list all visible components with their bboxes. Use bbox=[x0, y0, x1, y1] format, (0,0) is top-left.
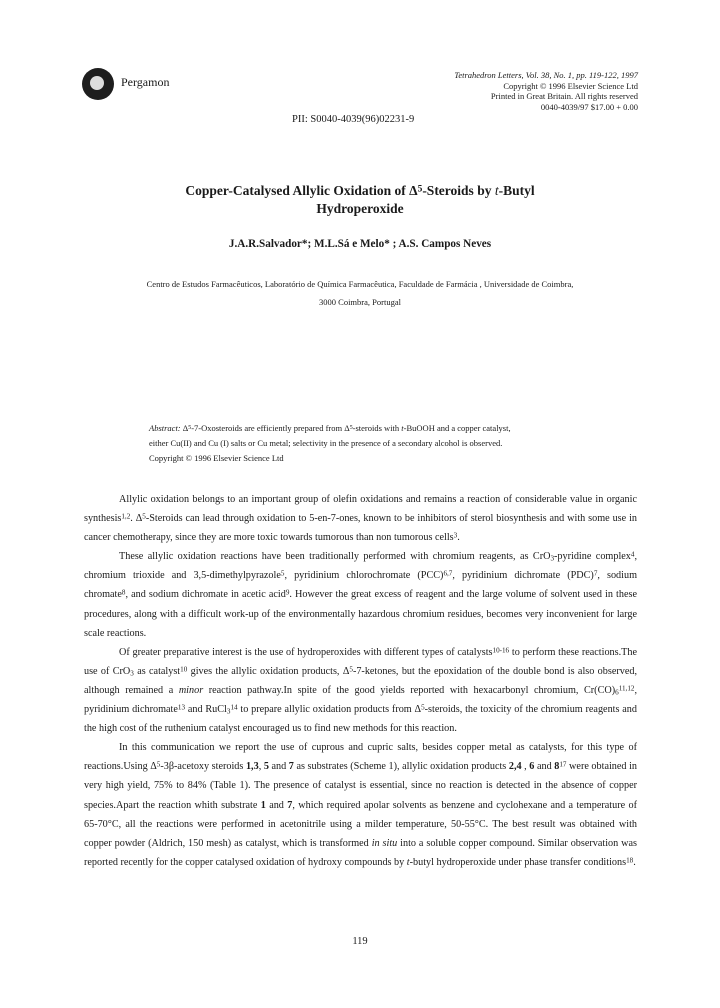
paragraph-1: Allylic oxidation belongs to an important group of olefin oxidations and remains a reaction of considerable value in organic synthesis$^{1,2}$. $\Delta^5$-Steroids can lead through oxidation to 5-en-7-ones, known to be inhibitors of sterol biosynthesis and with some use in cancer chemotherapy, since they are more toxic towards tumorous than non tumorous cells$^3$. bbox=[84, 494, 637, 544]
title-line-1: Copper-Catalysed Allylic Oxidation of $\Delta^5$-Steroids by t-Butyl bbox=[185, 183, 535, 198]
journal-line: Tetrahedron Letters, Vol. 38, No. 1, pp. 119-122, 1997 bbox=[454, 70, 638, 80]
publisher-logo-icon bbox=[82, 68, 114, 100]
affiliation-line-2: 3000 Coimbra, Portugal bbox=[319, 297, 401, 307]
price-line: 0040-4039/97 $17.00 + 0.00 bbox=[540, 101, 638, 112]
paragraph-2: These allylic oxidation reactions have been traditionally performed with chromium reagents, as CrO$_3$-pyridine complex$^4$, chromium trioxide and 3,5-dimethylpyrazole$^5$, pyridinium chlorochromate (PCC)$^{6,7}$, pyridinium dichromate (PDC)$^7$, sodium chromate$^8$, and sodium dichromate in acetic acid$^9$. However the great excess of reagent and the large volume of solvent used in these procedures, along with a difficult work-up of the environmentally hazardous chromium residues, becomes very inconvenient for large scale reactions. bbox=[84, 550, 637, 639]
abstract bbox=[149, 421, 589, 466]
paragraph-4: In this communication we report the use of cuprous and cupric salts, besides copper metal as catalysts, for this type of reactions.Using $\Delta^5-3\beta$-acetoxy steroids 1,3, 5 and 7 as substrates (Scheme 1), allylic oxidation products 2,4 , 6 and $8^{17}$ were obtained in very high yield, 75% to 84% (Table 1). The presence of catalyst is essential, since no reaction is detected in the absence of copper species.Apart the reaction whith substrate 1 and 7, which required apolar solvents as benzene and cyclohexane and a temperature of 65-70°C, all the reactions were performed in acetonitrile using a milder temperature, 50-55°C. The best result was obtained with copper powder (Aldrich, 150 mesh) as catalyst, which is transformed in situ into a soluble copper compound. Similar observation was reported recently for the copper catalysed oxidation of hydroxy compounds by t-butyl hydroperoxide under phase transfer conditions$^{18}$. bbox=[84, 742, 638, 868]
paragraph-3: Of greater preparative interest is the use of hydroperoxides with different types of catalysts$^{10-16}$ to perform these reactions.The use of CrO$_3$ as catalyst$^{10}$ gives the allylic oxidation products, $\Delta^5-7$-ketones, but the epoxidation of the double bond is also observed, although remained a minor reaction pathway.In spite of the good yields reported with hexacarbonyl chromium, $Cr(CO)_6^{11,12}$, pyridinium dichromate$^{13}$ and RuCl$_3^{14}$ to prepare allylic oxidation products from $\Delta^5$-steroids, the toxicity of the chromium reagents and the high cost of the ruthenium catalyst encouraged us to find new methods for this reaction. bbox=[84, 646, 638, 735]
abstract-copyright: Copyright © 1996 Elsevier Science Ltd bbox=[149, 453, 284, 463]
pii: PII: S0040-4039(96)02231-9 bbox=[292, 114, 415, 125]
page-number: 119 bbox=[352, 936, 368, 947]
abstract-line-1: Abstract: $\Delta^5-7$-Oxosteroids are efficiently prepared from $\Delta^5$-steroids with t-BuOOH and a copper catalyst, bbox=[149, 423, 511, 433]
article-title bbox=[80, 182, 640, 218]
body-text bbox=[84, 490, 637, 872]
abstract-line-2: either Cu(II) and Cu (I) salts or Cu metal; selectivity in the presence of a secondary alcohol is observed. bbox=[149, 438, 503, 448]
title-line-2: Hydroperoxide bbox=[316, 201, 404, 216]
publisher-name: Pergamon bbox=[121, 75, 170, 89]
affiliation-line-1: Centro de Estudos Farmacêuticos, Laboratório de Química Farmacêutica, Faculdade de Farmácia , Universidade de Coimbra, bbox=[146, 279, 574, 289]
printed-line: Printed in Great Britain. All rights reserved bbox=[490, 91, 638, 101]
authors: J.A.R.Salvador*; M.L.Sá e Melo* ; A.S. Campos Neves bbox=[228, 238, 492, 250]
affiliation bbox=[80, 275, 640, 311]
journal-info bbox=[454, 70, 638, 112]
copyright-line: Copyright © 1996 Elsevier Science Ltd bbox=[503, 80, 638, 91]
